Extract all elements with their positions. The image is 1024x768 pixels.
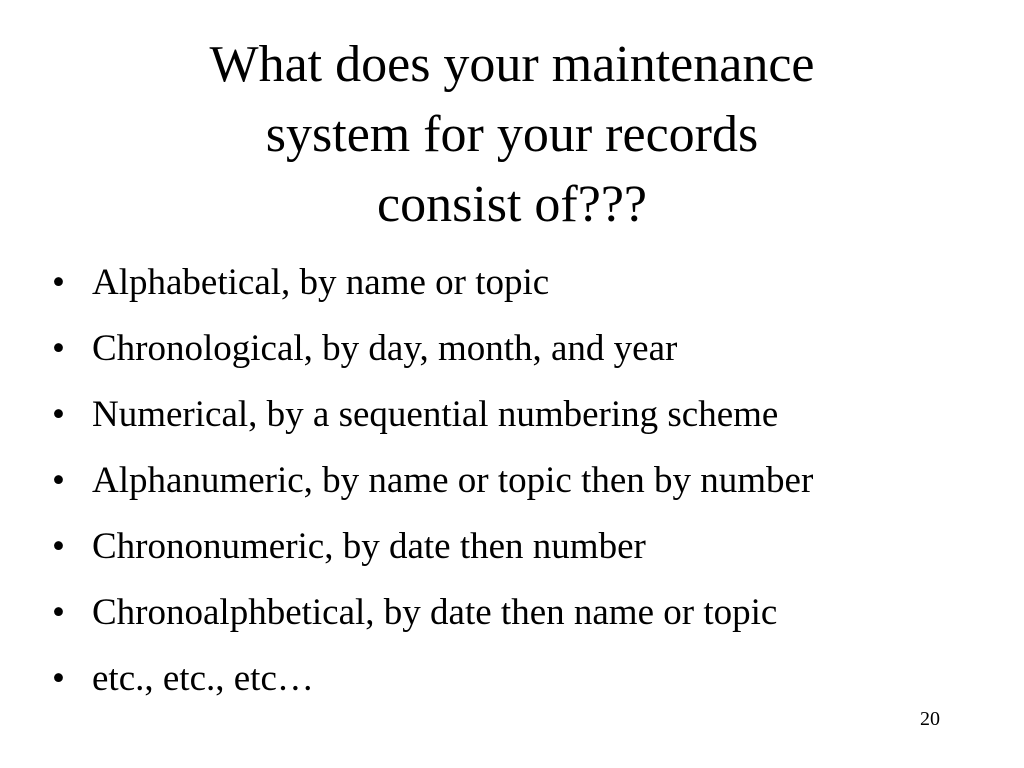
- bullet-item-chronoalphabetical: [52, 580, 1012, 646]
- bullet-icon: •: [52, 526, 65, 567]
- slide-title: [0, 30, 1024, 240]
- bullet-icon: •: [52, 394, 65, 435]
- slide-title-line: system for your records: [265, 106, 759, 163]
- bullet-text: Alphabetical, by name or topic: [92, 262, 550, 303]
- bullet-item-alphanumeric: [52, 448, 1012, 514]
- bullet-text: Chronological, by day, month, and year: [92, 328, 678, 369]
- bullet-icon: •: [52, 460, 65, 501]
- bullet-text: Numerical, by a sequential numbering scheme: [92, 394, 779, 435]
- bullet-item-etc: [52, 646, 1012, 712]
- bullet-text: Chrononumeric, by date then number: [92, 526, 646, 567]
- bullet-item-numerical: [52, 382, 1012, 448]
- bullet-item-chronological: [52, 316, 1012, 382]
- bullet-icon: •: [52, 262, 65, 303]
- bullet-list: [52, 250, 1012, 712]
- slide-title-line: consist of???: [376, 176, 647, 233]
- page-number: 20: [920, 708, 940, 730]
- bullet-item-alphabetical: [52, 250, 1012, 316]
- bullet-icon: •: [52, 592, 65, 633]
- bullet-text: Alphanumeric, by name or topic then by number: [92, 460, 814, 501]
- bullet-item-chrononumeric: [52, 514, 1012, 580]
- slide-title-line: What does your maintenance: [209, 36, 815, 93]
- bullet-text: etc., etc., etc…: [92, 658, 314, 699]
- bullet-text: Chronoalphbetical, by date then name or topic: [92, 592, 778, 633]
- bullet-icon: •: [52, 328, 65, 369]
- bullet-icon: •: [52, 658, 65, 699]
